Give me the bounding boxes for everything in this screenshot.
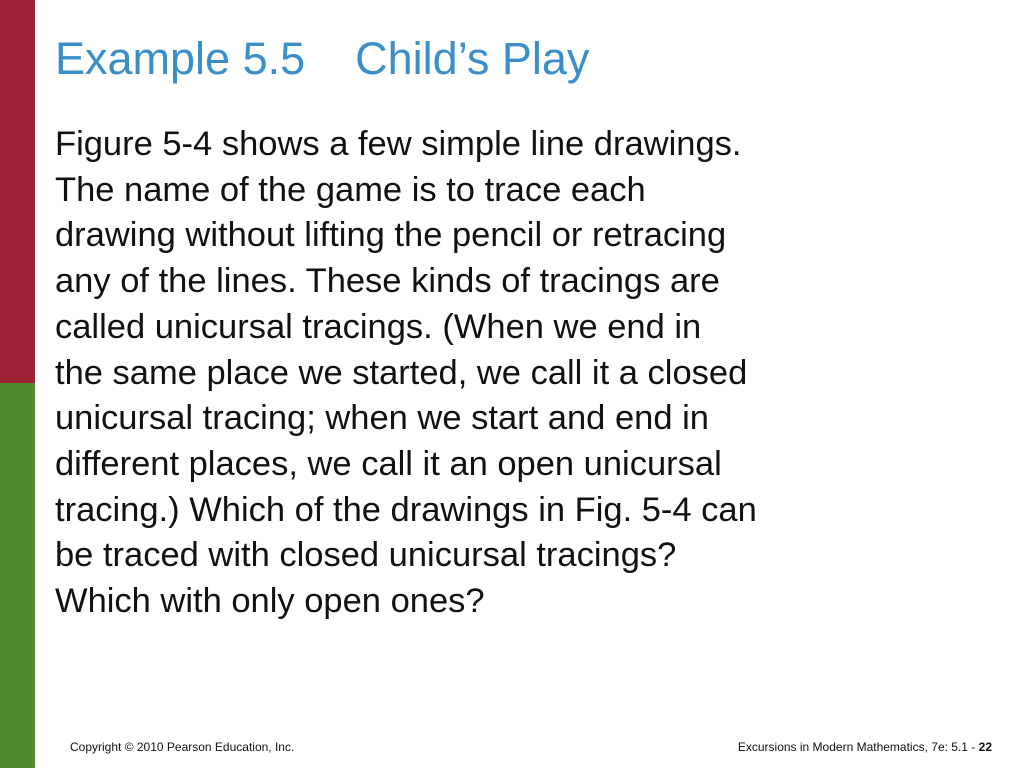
footer-source-text: Excursions in Modern Mathematics, 7e: 5.1 - <box>737 740 979 754</box>
slide-title: Example 5.5 Child’s Play <box>55 33 590 84</box>
body-line: The name of the game is to trace each <box>55 170 646 209</box>
body-line: unicursal tracing; when we start and end in <box>55 399 709 438</box>
body-line: different places, we call it an open unicursal <box>55 444 722 483</box>
body-line: called unicursal tracings. (When we end in <box>55 307 702 346</box>
body-line: Figure 5-4 shows a few simple line drawings. <box>55 125 742 163</box>
page-number: 22 <box>978 740 992 754</box>
body-line: drawing without lifting the pencil or retracing <box>55 216 727 255</box>
body-line: tracing.) Which of the drawings in Fig. 5-4 can <box>55 490 757 529</box>
body-line: Which with only open ones? <box>55 582 485 621</box>
accent-bar-red <box>0 0 35 383</box>
body-line: any of the lines. These kinds of tracings are <box>55 262 720 301</box>
body-line: be traced with closed unicursal tracings? <box>55 536 677 575</box>
accent-bar-green <box>0 383 35 768</box>
footer-source <box>738 740 992 754</box>
body-line: the same place we started, we call it a closed <box>55 353 748 392</box>
footer-copyright: Copyright © 2010 Pearson Education, Inc. <box>70 740 295 754</box>
slide-body <box>55 122 1005 625</box>
